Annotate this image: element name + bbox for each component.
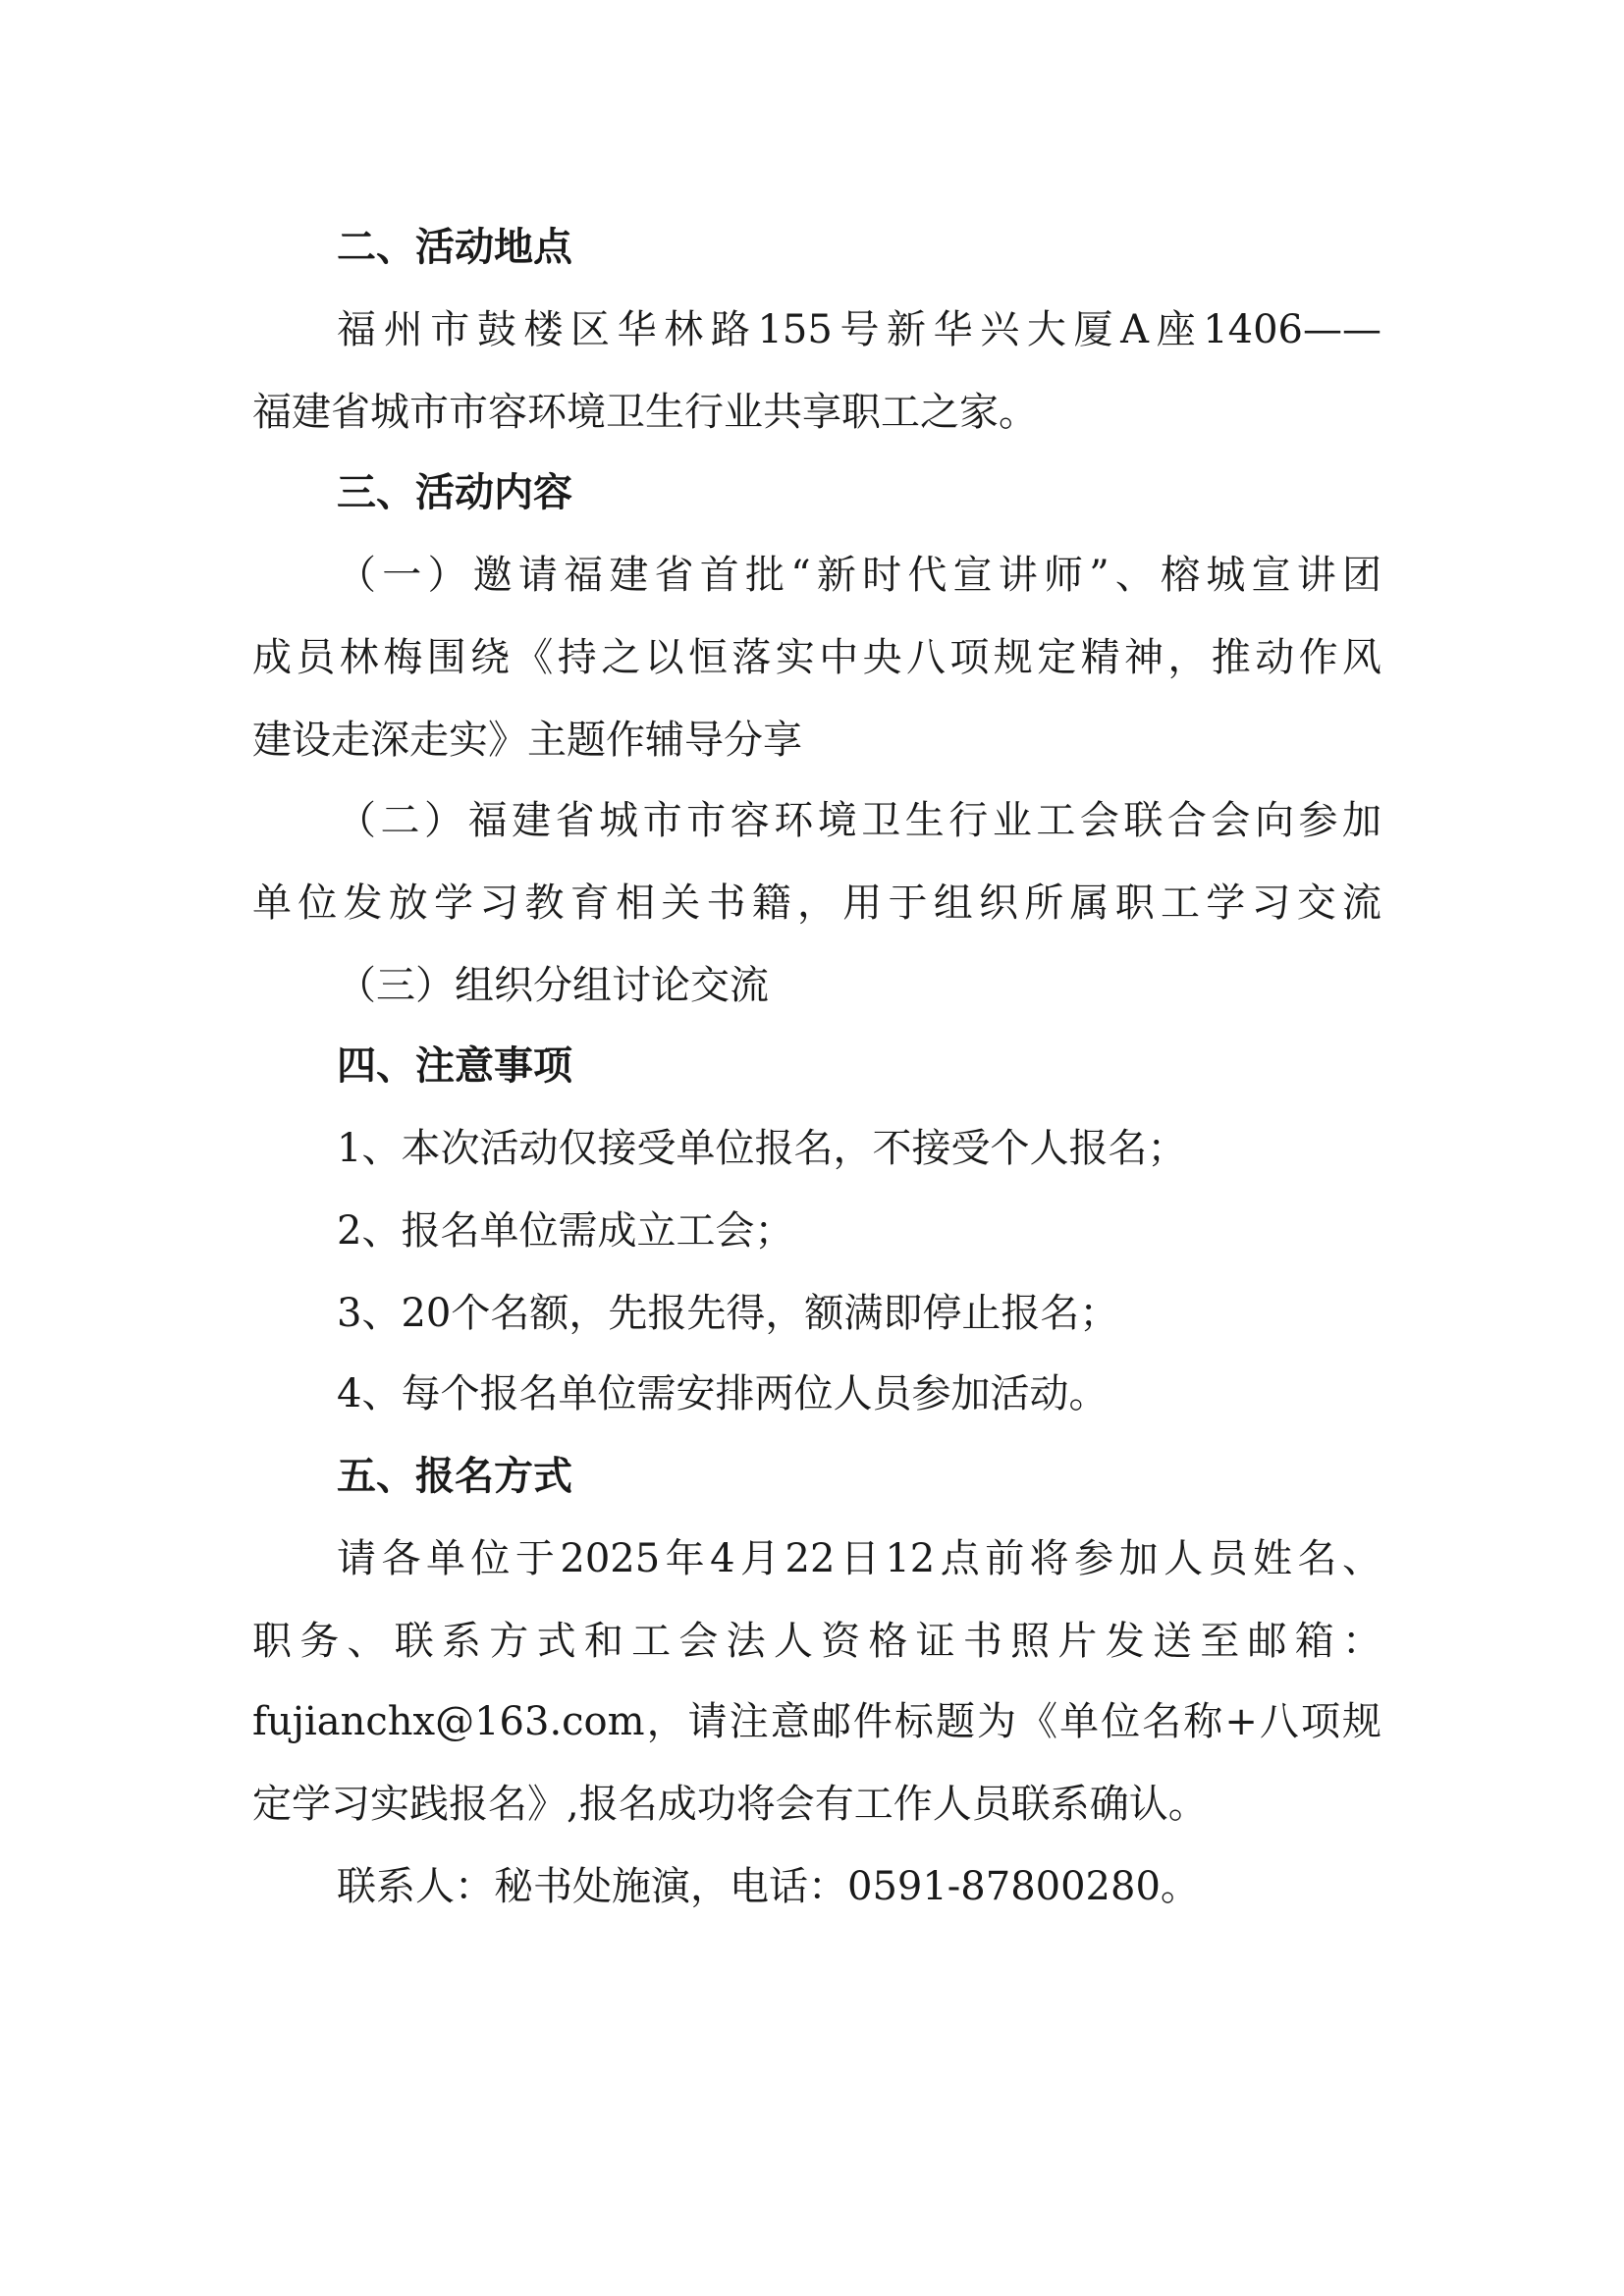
list-item: 3、20个名额，先报先得，额满即停止报名；: [337, 1291, 1119, 1336]
paragraph-line: （三）组织分组讨论交流: [337, 963, 769, 1008]
paragraph-line: 福建省城市市容环境卫生行业共享职工之家。: [252, 390, 1038, 435]
contact-line: 联系人：秘书处施演，电话：0591-87800280。: [337, 1864, 1200, 1909]
paragraph-line: 定学习实践报名》,报名成功将会有工作人员联系确认。: [252, 1782, 1208, 1827]
paragraph-line: 建设走深走实》主题作辅导分享: [252, 718, 802, 763]
paragraph-line: （一）邀请福建省首批“新时代宣讲师”、榕城宣讲团: [337, 553, 1381, 598]
paragraph-line: 单位发放学习教育相关书籍，用于组织所属职工学习交流: [252, 881, 1381, 926]
section-heading-registration: 五、报名方式: [337, 1454, 572, 1499]
section-heading-notes: 四、注意事项: [337, 1043, 572, 1089]
section-heading-content: 三、活动内容: [337, 470, 572, 515]
paragraph-line: 请各单位于2025年4月22日12点前将参加人员姓名、: [337, 1536, 1381, 1581]
list-item: 1、本次活动仅接受单位报名，不接受个人报名；: [337, 1126, 1187, 1171]
section-heading-location: 二、活动地点: [337, 225, 572, 270]
paragraph-line: 成员林梅围绕《持之以恒落实中央八项规定精神，推动作风: [252, 635, 1381, 680]
list-item: 4、每个报名单位需安排两位人员参加活动。: [337, 1371, 1109, 1416]
paragraph-line: fujianchx@163.com，请注意邮件标题为《单位名称+八项规: [252, 1699, 1381, 1744]
paragraph-line: 福州市鼓楼区华林路155号新华兴大厦A座1406——: [337, 307, 1381, 352]
list-item: 2、报名单位需成立工会；: [337, 1208, 794, 1254]
paragraph-line: 职务、联系方式和工会法人资格证书照片发送至邮箱：: [252, 1619, 1381, 1664]
paragraph-line: （二）福建省城市市容环境卫生行业工会联合会向参加: [337, 798, 1381, 843]
